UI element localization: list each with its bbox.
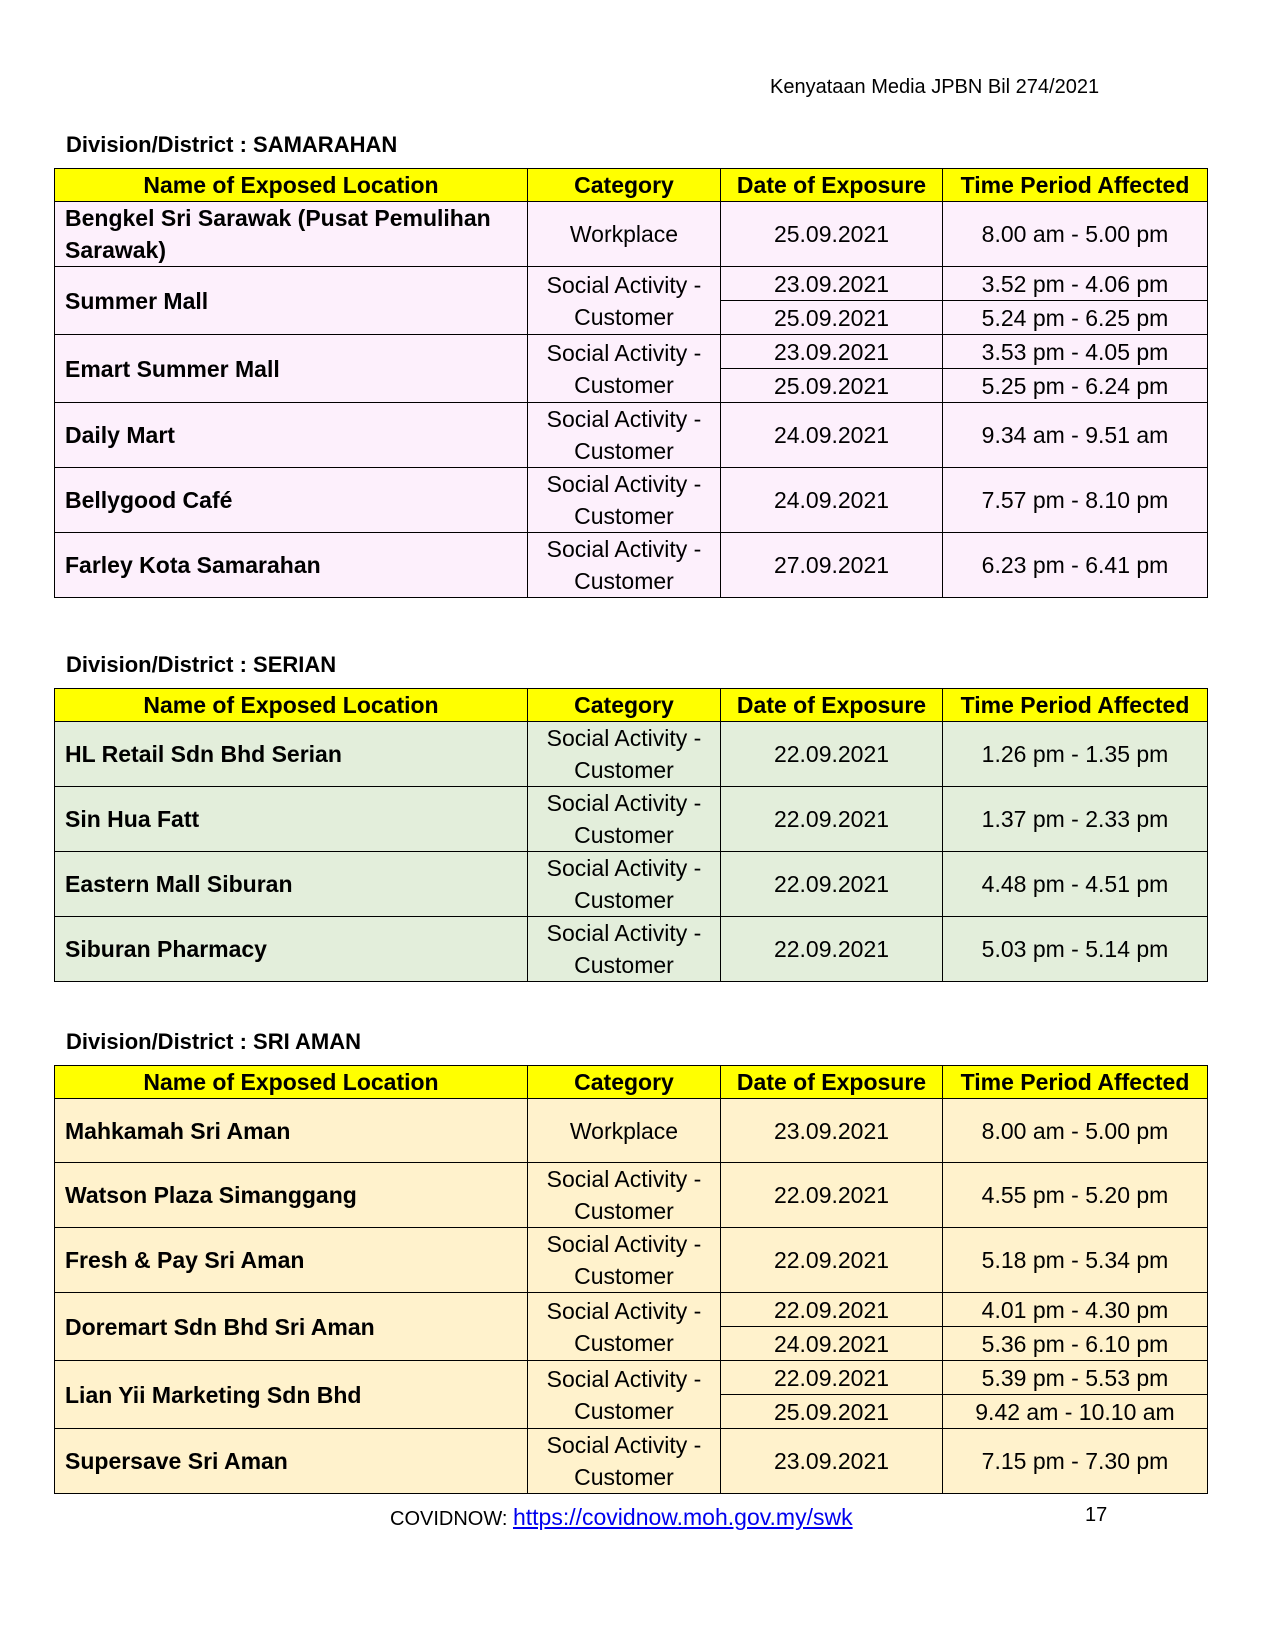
- exposure-date: 23.09.2021: [721, 267, 943, 301]
- location-name: Doremart Sdn Bhd Sri Aman: [55, 1293, 528, 1361]
- table-row: [55, 403, 1208, 468]
- exposure-date: 22.09.2021: [721, 917, 943, 982]
- table-sri-aman: [54, 1065, 1208, 1494]
- table-row: [55, 1293, 1208, 1327]
- exposure-date: 24.09.2021: [721, 1327, 943, 1361]
- category: Workplace: [528, 202, 721, 267]
- column-header: Name of Exposed Location: [55, 689, 528, 722]
- exposure-date: 27.09.2021: [721, 533, 943, 598]
- table-samarahan: [54, 168, 1208, 598]
- time-period: 9.42 am - 10.10 am: [943, 1395, 1208, 1429]
- category: Social Activity - Customer: [528, 403, 721, 468]
- header-row: [55, 169, 1208, 202]
- category: Social Activity - Customer: [528, 468, 721, 533]
- time-period: 1.26 pm - 1.35 pm: [943, 722, 1208, 787]
- category: Social Activity - Customer: [528, 533, 721, 598]
- document-header: Kenyataan Media JPBN Bil 274/2021: [770, 76, 1100, 98]
- location-name: Eastern Mall Siburan: [55, 852, 528, 917]
- table-body: [55, 1099, 1208, 1494]
- table-row: [55, 1361, 1208, 1395]
- category: Social Activity - Customer: [528, 267, 721, 335]
- location-name: Emart Summer Mall: [55, 335, 528, 403]
- exposure-date: 22.09.2021: [721, 722, 943, 787]
- location-name: Supersave Sri Aman: [55, 1429, 528, 1494]
- footer-source: [390, 1504, 853, 1531]
- exposure-date: 22.09.2021: [721, 1361, 943, 1395]
- column-header: Time Period Affected: [943, 1066, 1208, 1099]
- time-period: 7.57 pm - 8.10 pm: [943, 468, 1208, 533]
- time-period: 5.18 pm - 5.34 pm: [943, 1228, 1208, 1293]
- time-period: 8.00 am - 5.00 pm: [943, 202, 1208, 267]
- column-header: Name of Exposed Location: [55, 1066, 528, 1099]
- category: Social Activity - Customer: [528, 335, 721, 403]
- time-period: 4.55 pm - 5.20 pm: [943, 1163, 1208, 1228]
- category: Social Activity - Customer: [528, 1429, 721, 1494]
- page-number: 17: [1085, 1504, 1108, 1526]
- table-row: [55, 1163, 1208, 1228]
- table-row: [55, 335, 1208, 369]
- footer-label: COVIDNOW:: [390, 1508, 508, 1530]
- column-header: Category: [528, 169, 721, 202]
- category: Social Activity - Customer: [528, 852, 721, 917]
- location-name: Daily Mart: [55, 403, 528, 468]
- column-header: Date of Exposure: [721, 689, 943, 722]
- time-period: 5.39 pm - 5.53 pm: [943, 1361, 1208, 1395]
- location-name: Summer Mall: [55, 267, 528, 335]
- location-name: Mahkamah Sri Aman: [55, 1099, 528, 1163]
- column-header: Category: [528, 1066, 721, 1099]
- header-row: [55, 689, 1208, 722]
- location-name: Sin Hua Fatt: [55, 787, 528, 852]
- exposure-date: 25.09.2021: [721, 1395, 943, 1429]
- table-header: [55, 1066, 1208, 1099]
- column-header: Date of Exposure: [721, 1066, 943, 1099]
- exposure-date: 22.09.2021: [721, 1163, 943, 1228]
- covidnow-link[interactable]: https://covidnow.moh.gov.my/swk: [512, 1504, 853, 1530]
- table-row: [55, 852, 1208, 917]
- time-period: 6.23 pm - 6.41 pm: [943, 533, 1208, 598]
- exposure-date: 23.09.2021: [721, 1429, 943, 1494]
- category: Social Activity - Customer: [528, 1361, 721, 1429]
- section-title-samarahan: Division/District : SAMARAHAN: [66, 132, 398, 157]
- exposure-date: 25.09.2021: [721, 369, 943, 403]
- category: Social Activity - Customer: [528, 1228, 721, 1293]
- location-name: Siburan Pharmacy: [55, 917, 528, 982]
- table-row: [55, 1228, 1208, 1293]
- location-name: Watson Plaza Simanggang: [55, 1163, 528, 1228]
- time-period: 5.03 pm - 5.14 pm: [943, 917, 1208, 982]
- column-header: Name of Exposed Location: [55, 169, 528, 202]
- time-period: 4.01 pm - 4.30 pm: [943, 1293, 1208, 1327]
- column-header: Category: [528, 689, 721, 722]
- time-period: 3.53 pm - 4.05 pm: [943, 335, 1208, 369]
- time-period: 5.25 pm - 6.24 pm: [943, 369, 1208, 403]
- category: Social Activity - Customer: [528, 722, 721, 787]
- table-serian: [54, 688, 1208, 982]
- time-period: 1.37 pm - 2.33 pm: [943, 787, 1208, 852]
- category: Social Activity - Customer: [528, 917, 721, 982]
- time-period: 3.52 pm - 4.06 pm: [943, 267, 1208, 301]
- table-header: [55, 169, 1208, 202]
- time-period: 9.34 am - 9.51 am: [943, 403, 1208, 468]
- section-title-sri-aman: Division/District : SRI AMAN: [66, 1029, 361, 1054]
- location-name: Bellygood Café: [55, 468, 528, 533]
- column-header: Time Period Affected: [943, 169, 1208, 202]
- table-row: [55, 722, 1208, 787]
- location-name: Lian Yii Marketing Sdn Bhd: [55, 1361, 528, 1429]
- table-body: [55, 202, 1208, 598]
- exposure-date: 23.09.2021: [721, 1099, 943, 1163]
- table-row: [55, 917, 1208, 982]
- column-header: Time Period Affected: [943, 689, 1208, 722]
- time-period: 4.48 pm - 4.51 pm: [943, 852, 1208, 917]
- exposure-date: 25.09.2021: [721, 202, 943, 267]
- table-row: [55, 468, 1208, 533]
- exposure-date: 22.09.2021: [721, 1228, 943, 1293]
- exposure-date: 25.09.2021: [721, 301, 943, 335]
- table-header: [55, 689, 1208, 722]
- table-row: [55, 787, 1208, 852]
- location-name: HL Retail Sdn Bhd Serian: [55, 722, 528, 787]
- table-row: [55, 1099, 1208, 1163]
- time-period: 5.36 pm - 6.10 pm: [943, 1327, 1208, 1361]
- table-row: [55, 533, 1208, 598]
- table-row: [55, 1429, 1208, 1494]
- exposure-date: 22.09.2021: [721, 1293, 943, 1327]
- category: Social Activity - Customer: [528, 787, 721, 852]
- exposure-date: 22.09.2021: [721, 852, 943, 917]
- location-name: Farley Kota Samarahan: [55, 533, 528, 598]
- section-title-serian: Division/District : SERIAN: [66, 652, 337, 677]
- header-row: [55, 1066, 1208, 1099]
- time-period: 5.24 pm - 6.25 pm: [943, 301, 1208, 335]
- table-row: [55, 202, 1208, 267]
- exposure-date: 24.09.2021: [721, 468, 943, 533]
- exposure-date: 23.09.2021: [721, 335, 943, 369]
- exposure-date: 24.09.2021: [721, 403, 943, 468]
- time-period: 8.00 am - 5.00 pm: [943, 1099, 1208, 1163]
- location-name: Bengkel Sri Sarawak (Pusat Pemulihan Sarawak): [55, 202, 528, 267]
- column-header: Date of Exposure: [721, 169, 943, 202]
- category: Social Activity - Customer: [528, 1163, 721, 1228]
- location-name: Fresh & Pay Sri Aman: [55, 1228, 528, 1293]
- table-body: [55, 722, 1208, 982]
- exposure-date: 22.09.2021: [721, 787, 943, 852]
- category: Workplace: [528, 1099, 721, 1163]
- table-row: [55, 267, 1208, 301]
- time-period: 7.15 pm - 7.30 pm: [943, 1429, 1208, 1494]
- category: Social Activity - Customer: [528, 1293, 721, 1361]
